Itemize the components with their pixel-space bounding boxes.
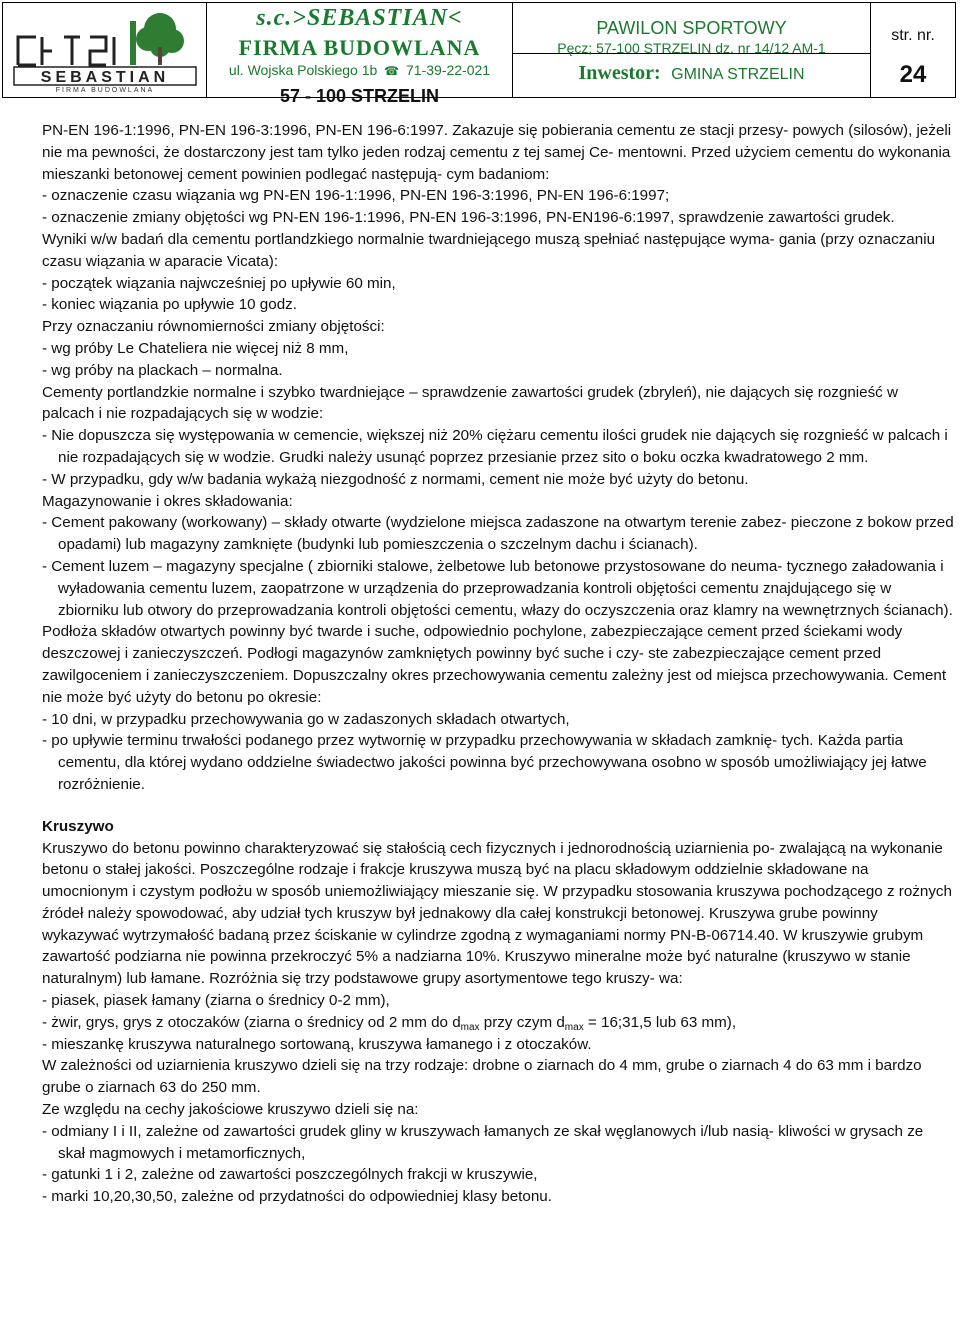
company-logo [3,3,207,97]
investor-label: Inwestor: [578,62,661,84]
list-item-text: = 16;31,5 lub 63 mm), [583,1013,737,1031]
svg-text:SEBASTIAN: SEBASTIAN [40,69,169,86]
page-header [2,2,956,106]
document-body [42,120,954,1208]
list-item: - Cement luzem – magazyny specjalne ( zbiorniki stalowe, żelbetowe lub betonowe przystosowane do neuma- tycznego załadowania i wyładowania cementu luzem, zaopatrzone w urządzenia do przeprowadzania kontroli objętości cementu znajdującego się w zbiorniku lub otwory do przeprowadzania kontroli objętości cementu, włazy do oczyszczenia oraz klamry na wewnętrznych ścianach). [42,557,953,619]
page-label: str. nr. [891,27,935,44]
company-title: FIRMA BUDOWLANA [238,35,481,60]
svg-text:FIRMA BUDOWLANA: FIRMA BUDOWLANA [55,87,154,93]
list-item: - mieszankę kruszywa naturalnego sortowaną, kruszywa łamanego i z otoczaków. [42,1035,592,1053]
paragraph: Kruszywo do betonu powinno charakteryzować się stałością cech fizycznych i jednorodnością uziarnienia po- zwalającą na wykonanie betonu o stałej jakości. Poszczególne rodzaje i frakcje kruszywa muszą być na placu składowym oddzielnie składowane na umocnionym i czystym podłożu w sposób uniemożliwiający mieszanie się. W przypadku stosowania kruszywa pochodzącego z rożnych źródeł należy spowodować, aby udział tych kruszyw był jednakowy dla całej konstrukcji betonowej. Kruszywa grube powinny wykazywać wytrzymałość badaną przez ściskanie w cylindrze zgodną z wymaganiami normy PN-B-06714.40. W kruszywie grubym zawartość podziarna nie powinna przekroczyć 5% a nadziarna 10%. Kruszywo mineralne może być naturalne (kruszywo w stanie naturalnym) lub łamane. Rozróżnia się trzy podstawowe grupy asortymentowe tego kruszy- wa: [42,839,952,988]
page-number-box [871,3,955,97]
list-item [42,1012,954,1034]
list-item: - Nie dopuszcza się występowania w cemencie, większej niż 20% ciężaru cementu ilości grudek nie dających się rozgnieść w palcach i nie rozpadających się w wodzie. Grudki należy usunąć poprzez przesianie przez sito o boku oczka kwadratowego 2 mm. [42,427,948,466]
paragraph: W zależności od uziarnienia kruszywo dzieli się na trzy rodzaje: drobne o ziarnach do 4 mm, grube o ziarnach 4 do 63 mm i bardzo grube o ziarnach 63 do 250 mm. [42,1057,922,1097]
list-item: - koniec wiązania po upływie 10 godz. [42,296,297,314]
paragraph: Wyniki w/w badań dla cementu portlandzkiego normalnie twardniejącego muszą spełniać następujące wyma- gania (przy oznaczaniu czasu wiązania w aparacie Vicata): [42,230,936,270]
project-info [513,3,871,97]
address-text: ul. Wojska Polskiego 1b [228,62,378,78]
paragraph: Przy oznaczaniu równomierności zmiany objętości: [42,318,385,336]
paragraph: Cementy portlandzkie normalne i szybko twardniejące – sprawdzenie zawartości grudek (zbryleń), nie dających się rozgnieść w palcach i nie rozpadających się w wodzie: [42,383,898,423]
subscript: max [460,1021,480,1033]
company-name: s.c.>SEBASTIAN< [256,5,463,31]
paragraph: Ze względu na cechy jakościowe kruszywo dzieli się na: [42,1101,419,1119]
phone-text: 71-39-22-021 [406,62,491,78]
project-name: PAWILON SPORTOWY [596,18,787,38]
list-item: - oznaczenie czasu wiązania wg PN-EN 196-1:1996, PN-EN 196-3:1996, PN-EN 196-6:1997; [42,187,670,205]
company-info [207,3,513,106]
paragraph: PN-EN 196-1:1996, PN-EN 196-3:1996, PN-EN 196-6:1997. Zakazuje się pobierania cementu ze stacji przesy- powych (silosów), jeżeli nie ma pewności, że dostarczony jest tam tylko jeden rodzaj cementu z tej samej Ce- mentowni. Przed użyciem cementu do wykonania mieszanki betonowej cement powinien podlegać następują- cym badaniom: [42,122,952,183]
list-item: - wg próby Le Chateliera nie więcej niż 8 mm, [42,339,349,357]
list-item: - odmiany I i II, zależne od zawartości grudek gliny w kruszywach łamanych ze skał węglanowych i/lub nasią- kliwości w grysach ze skał magmowych i metamorficznych, [42,1122,924,1162]
list-item-text: przy czym d [479,1013,565,1031]
investor-row [513,54,870,97]
project-location: Pęcz; 57-100 STRZELIN dz. nr 14/12 AM-1 [557,40,826,56]
page-number: 24 [899,61,927,88]
phone-icon: ☎ [384,64,400,78]
sebastian-logo-icon [10,7,200,93]
list-item: - Cement pakowany (workowany) – składy otwarte (wydzielone miejsca zadaszone na otwartym terenie zabez- pieczone z bokow przed opadami) lub magazyny zamknięte (budynki lub pomieszczenia o szczelnym dachu i ścianach). [42,514,954,554]
paragraph: Podłoża składów otwartych powinny być twarde i suche, odpowiednio pochylone, zabezpieczające cement przed ściekami wody deszczowej i zanieczyszczeń. Podłogi magazynów zamkniętych powinny być suche i czy- ste zabezpieczające cement przed zawilgoceniem i zanieczyszczeniem. Dopuszczalny okres przechowywania cementu zależny jest od miejsca przechowywania. Cement nie może być użyty do betonu po okresie: [42,623,947,706]
list-item-text: - żwir, grys, grys z otoczaków (ziarna o średnicy od 2 mm do d [42,1013,461,1031]
list-item: - marki 10,20,30,50, zależne od przydatności do odpowiedniej klasy betonu. [42,1188,552,1206]
paragraph: Magazynowanie i okres składowania: [42,492,293,510]
list-item: - piasek, piasek łamany (ziarna o średnicy 0-2 mm), [42,992,390,1010]
list-item: - początek wiązania najwcześniej po upływie 60 min, [42,274,396,292]
project-top [513,3,870,54]
company-address [207,61,512,80]
list-item: - gatunki 1 i 2, zależne od zawartości poszczególnych frakcji w kruszywie, [42,1166,538,1184]
company-city: 57 - 100 STRZELIN [279,86,440,106]
list-item: - wg próby na plackach – normalna. [42,361,283,379]
section-heading-kruszywo: Kruszywo [42,817,114,835]
list-item: - po upływie terminu trwałości podanego przez wytwornię w przypadku przechowywania w składach zamknię- tych. Każda partia cementu, dla której wydano oddzielne świadectwo jakości powinna być przechowywana osobno w sposób umożliwiający jej łatwe rozróżnienie. [42,732,927,793]
subscript: max [564,1021,584,1033]
list-item: - 10 dni, w przypadku przechowywania go w zadaszonych składach otwartych, [42,710,570,728]
list-item: - W przypadku, gdy w/w badania wykażą niezgodność z normami, cement nie może być użyty do betonu. [42,470,749,488]
investor-value: GMINA STRZELIN [671,66,805,83]
list-item: - oznaczenie zmiany objętości wg PN-EN 196-1:1996, PN-EN 196-3:1996, PN-EN196-6:1997, sprawdzenie zawartości grudek. [42,209,895,227]
